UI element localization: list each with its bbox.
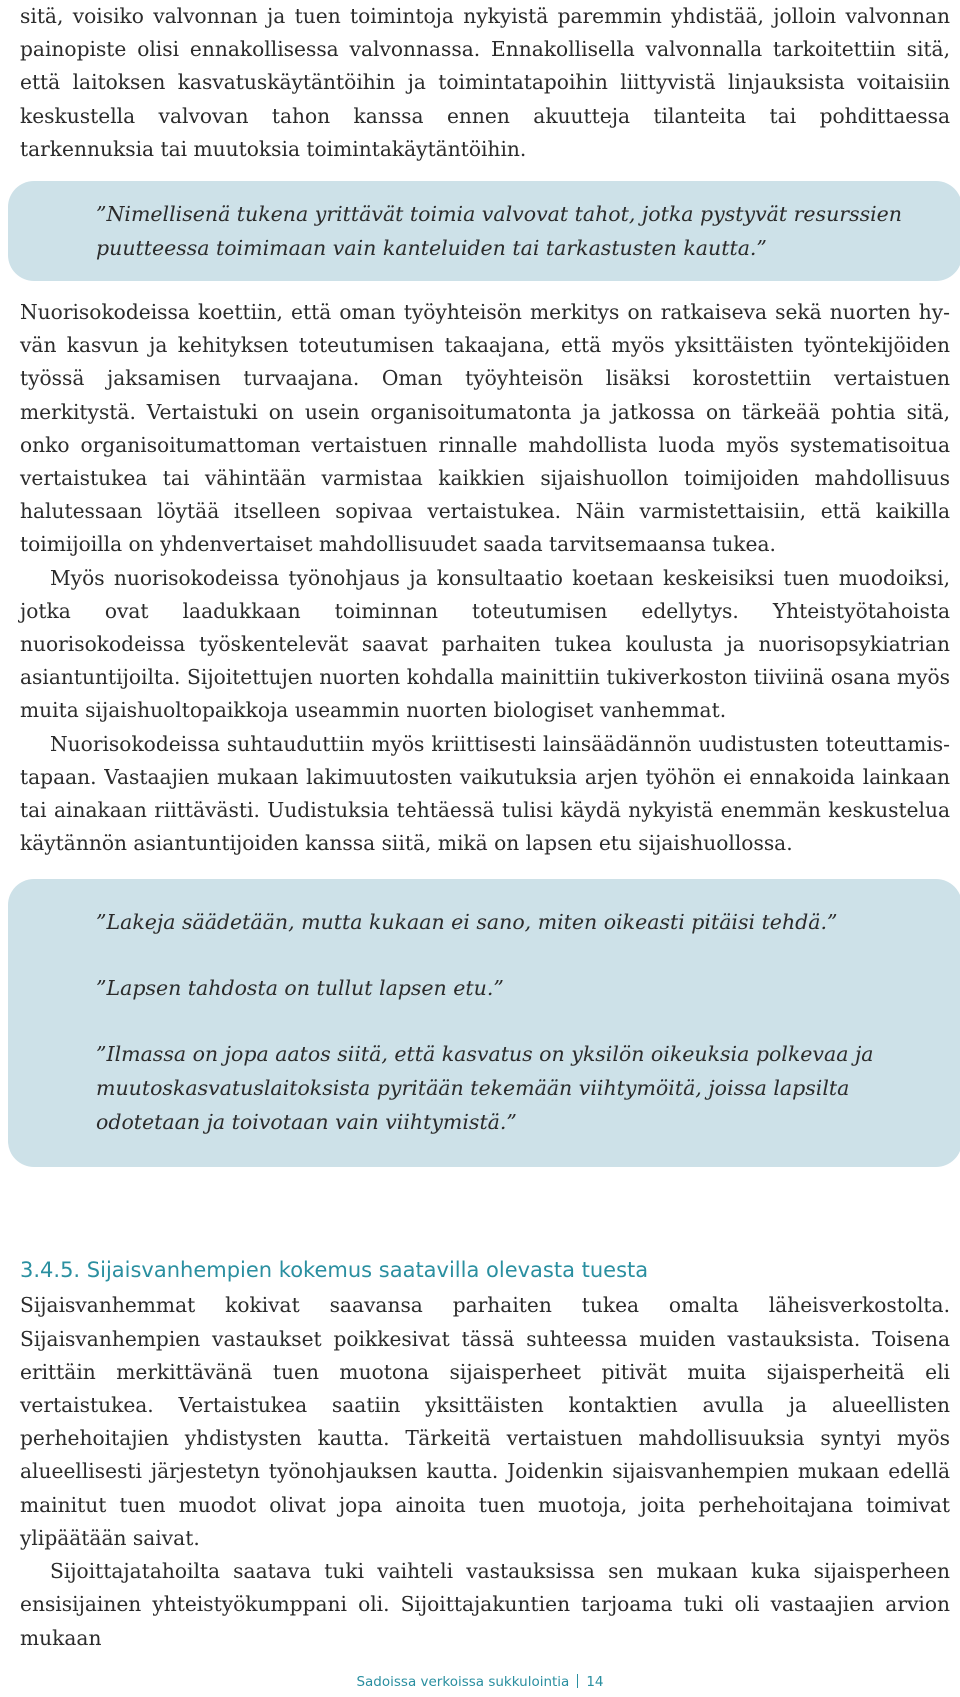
- quote-laws: ”Lakeja säädetään, mutta kukaan ei sano, miten oikeasti pitäisi tehdä.”: [96, 910, 838, 935]
- section-heading: 3.4.5. Sijaisvanhempien kokemus saatavilla olevasta tuesta: [20, 1258, 649, 1283]
- paragraph-youth-homes-legislation: Nuorisokodeissa suhtauduttiin myös kriittisesti lainsäädännön uudistusten toteuttamistapaan. Vastaajien mukaan lakimuutosten vaikutuksia arjen työhön ei ennakoida lainkaan tai ainakaan riittävästi. Uudistuksia tehtäessä tulisi käydä nykyistä enemmän keskustelua käytännön asiantuntijoiden kanssa siitä, mikä on lapsen etu sijaishuollossa.: [20, 731, 950, 856]
- footer-separator: [577, 1674, 578, 1688]
- paragraph-intro: sitä, voisiko valvonnan ja tuen toimintoja nykyistä paremmin yhdistää, jolloin valvonnan painopiste olisi ennakollisessa valvonnassa. Ennakollisella valvonnalla tarkoitettiin sitä, että laitoksen kasvatuskäytäntöihin ja toimintatapoihin liittyvistä linjauksista voitaisiin keskustella valvovan tahon kanssa ennen akuutteja tilanteita tai pohdittaessa tarkennuksia tai muutoksia toimintakäytäntöihin.: [20, 4, 950, 161]
- quote-box-legislation: [8, 879, 960, 1167]
- quote-atmosphere: ”Ilmassa on jopa aatos siitä, että kasvatus on yksilön oikeuksia polkevaa ja muutoskasvatuslaitoksista pyritään tekemään viihtymöitä, joissa lapsilta odotetaan ja toivotaan vain viihtymistä.”: [96, 1042, 874, 1135]
- footer-publication-title: Sadoissa verkoissa sukkulointia: [356, 1674, 570, 1690]
- document-page: [20, 0, 950, 1655]
- quote-supervision: ”Nimellisenä tukena yrittävät toimia valvovat tahot, jotka pystyvät resurssien puutteessa toimimaan vain kanteluiden tai tarkastusten kautta.”: [96, 202, 903, 261]
- quote-box-supervision: [8, 181, 960, 281]
- quote-child-will: ”Lapsen tahdosta on tullut lapsen etu.”: [96, 976, 504, 1001]
- paragraph-foster-parents-support: Sijaisvanhemmat kokivat saavansa parhaiten tukea omalta läheisverkostolta. Sijaisvanhempien vastaukset poikkesivat tässä suhteessa muiden vastauksista. Toisena erittäin merkittävänä tuen muotona sijaisperheet pitivät muita sijaisperheitä eli vertaistukea. Vertaistukea saatiin yksittäisten kontaktien avulla ja alueellisten perhehoitajien yhdistysten kautta. Tärkeitä vertaistuen mahdollisuuksia syntyi myös alueellisesti järjestetyn työnohjauksen kautta. Joidenkin sijaisvanhempien mukaan edellä mainitut tuen muodot olivat jopa ainoita tuen muotoja, joita perhehoitajana toimivat ylipäätään saivat.: [20, 1293, 950, 1550]
- paragraph-youth-homes-community: Nuorisokodeissa koettiin, että oman työyhteisön merkitys on ratkaiseva sekä nuorten hyvän kasvun ja kehityksen toteutumisen takaajana, että myös yksittäisten työntekijöiden työssä jaksamisen turvaajana. Oman työyhteisön lisäksi korostettiin vertaistuen merkitystä. Vertaistuki on usein organisoitumatonta ja jatkossa on tärkeää pohtia sitä, onko organisoitumattoman vertaistuen rinnalle mahdollista luoda myös systematisoitua vertaistukea tai vähintään varmistaa kaikkien sijaishuollon toimijoiden mahdollisuus halutessaan löytää itselleen sopivaa vertaistukea. Näin varmistettaisiin, että kaikilla toimijoilla on yhdenvertaiset mahdollisuudet saada tarvitsemaansa tukea.: [20, 300, 950, 557]
- footer-page-number: 14: [586, 1674, 604, 1690]
- page-footer: [0, 1674, 960, 1690]
- paragraph-foster-parents-placement: Sijoittajatahoilta saatava tuki vaihteli vastauksissa sen mukaan kuka sijaisperheen ensisijainen yhteistyökumppani oli. Sijoittajakuntien tarjoama tuki oli vastaajien arvion mukaan: [20, 1559, 950, 1650]
- paragraph-youth-homes-supervision: Myös nuorisokodeissa työnohjaus ja konsultaatio koetaan keskeisiksi tuen muodoiksi, jotka ovat laadukkaan toiminnan toteutumisen edellytys. Yhteistyötahoista nuorisokodeissa työskentelevät saavat parhaiten tukea koulusta ja nuorisopsykiatrian asiantuntijoilta. Sijoitettujen nuorten kohdalla mainittiin tukiverkoston tiiviinä osana myös muita sijaishuoltopaikkoja useammin nuorten biologiset vanhemmat.: [20, 565, 950, 723]
